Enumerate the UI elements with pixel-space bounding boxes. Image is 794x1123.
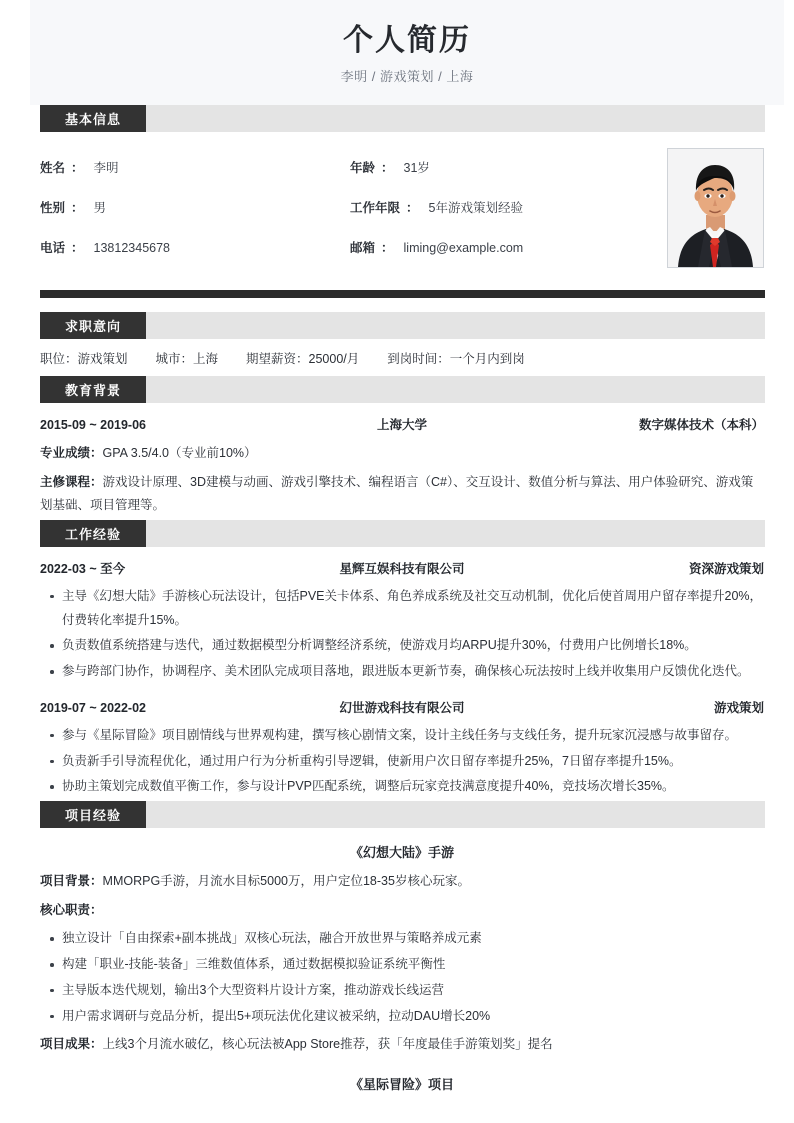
project-duties-label: 核心职责	[40, 903, 91, 918]
field-experience-years-label: 工作年限	[350, 200, 401, 215]
intent-salary: 期望薪资：25000/月	[246, 351, 360, 366]
work-company-1: 星辉互娱科技有限公司	[339, 561, 465, 576]
resume-header	[30, 0, 784, 105]
education-courses-value: 游戏设计原理、3D建模与动画、游戏引擎技术、编程语言（C#）、交互设计、数值分析与算法、用户体验研究、游戏策划基础、项目管理等。	[40, 474, 754, 512]
field-name-value: 李明	[93, 160, 119, 175]
work-date-1: 2022-03 ~ 至今	[40, 561, 126, 576]
intent-availability: 到岗时间：一个月内到岗	[387, 351, 525, 366]
section-header-basic	[40, 105, 765, 132]
field-age-sep: ：	[381, 160, 394, 175]
list-item: 负责新手引导流程优化，通过用户行为分析重构引导逻辑，使新用户次日留存率提升25%，7日留存率提升15%。	[40, 750, 764, 774]
education-gpa-label: 专业成绩	[40, 445, 91, 460]
education-school: 上海大学	[376, 417, 427, 432]
page-title: 个人简历	[343, 24, 471, 57]
section-tag-intent: 求职意向	[40, 312, 146, 339]
section-header-education	[40, 376, 765, 403]
work-date-2: 2019-07 ~ 2022-02	[40, 700, 146, 715]
field-email-value: liming@example.com	[403, 240, 524, 255]
list-item: 独立设计「自由探索+副本挑战」双核心玩法，融合开放世界与策略养成元素	[40, 927, 764, 951]
section-tag-work: 工作经验	[40, 520, 146, 547]
field-experience-years	[350, 198, 649, 216]
section-header-intent	[40, 312, 765, 339]
work-company-2: 幻世游戏科技有限公司	[339, 700, 465, 715]
education-gpa-line	[10, 439, 794, 468]
portrait-photo-icon	[668, 149, 763, 267]
field-name-label: 姓名	[40, 160, 66, 175]
list-item: 主导版本迭代规划，输出3个大型资料片设计方案，推动游戏长线运营	[40, 979, 764, 1003]
education-gpa-value: GPA 3.5/4.0（专业前10%）	[102, 445, 257, 460]
list-item: 主导《幻想大陆》手游核心玩法设计，包括PVE关卡体系、角色养成系统及社交互动机制，优化后使首周用户留存率提升20%，付费转化率提升15%。	[40, 585, 764, 633]
project-bullets-1	[10, 927, 794, 1028]
field-age-value: 31岁	[403, 160, 430, 175]
project-duties-sep: ：	[90, 903, 103, 918]
project-background-label: 项目背景	[40, 874, 91, 889]
project-result-value: 上线3个月流水破亿，核心玩法被App Store推荐，获「年度最佳手游策划奖」提名	[102, 1037, 553, 1052]
field-age-label: 年龄	[350, 160, 376, 175]
field-gender	[40, 198, 350, 216]
education-major: 数字媒体技术（本科）	[638, 417, 764, 432]
field-gender-value: 男	[93, 200, 107, 215]
page-subtitle: 李明 / 游戏策划 / 上海	[340, 68, 474, 84]
avatar	[667, 148, 764, 268]
section-header-project	[40, 801, 765, 828]
field-experience-years-sep: ：	[406, 200, 419, 215]
work-entry-head-2	[10, 686, 794, 722]
education-entry-head	[10, 403, 794, 439]
field-phone-value: 13812345678	[93, 240, 171, 255]
field-name-sep: ：	[71, 160, 84, 175]
field-age	[350, 158, 649, 176]
section-tag-project: 项目经验	[40, 801, 146, 828]
field-name	[40, 158, 350, 176]
list-item: 协助主策划完成数值平衡工作，参与设计PVP匹配系统，调整后玩家竞技满意度提升40%，竞技场次增长35%。	[40, 775, 764, 799]
education-date: 2015-09 ~ 2019-06	[40, 417, 146, 432]
basic-info-block	[10, 132, 794, 278]
field-email-sep: ：	[381, 240, 394, 255]
project-result-label: 项目成果	[40, 1037, 91, 1052]
work-bullets-2	[10, 724, 794, 799]
section-header-work	[40, 520, 765, 547]
list-item: 构建「职业-技能-装备」三维数值体系，通过数据模拟验证系统平衡性	[40, 953, 764, 977]
work-bullets-1	[10, 585, 794, 684]
project-background-sep: ：	[90, 874, 103, 889]
work-role-1: 资深游戏策划	[688, 561, 764, 576]
field-experience-years-value: 5年游戏策划经验	[428, 200, 523, 215]
work-role-2: 游戏策划	[713, 700, 764, 715]
project-result-line	[10, 1030, 794, 1059]
basic-info-grid	[40, 148, 649, 256]
field-phone-sep: ：	[71, 240, 84, 255]
field-phone	[40, 238, 350, 256]
intent-position: 职位：游戏策划	[40, 351, 128, 366]
project-title-1: 《幻想大陆》手游	[349, 845, 454, 861]
section-tag-basic: 基本信息	[40, 105, 146, 132]
job-intent-line	[10, 339, 794, 376]
list-item: 参与《星际冒险》项目剧情线与世界观构建，撰写核心剧情文案，设计主线任务与支线任务，提升玩家沉浸感与故事留存。	[40, 724, 764, 748]
project-background-value: MMORPG手游，月流水目标5000万，用户定位18-35岁核心玩家。	[102, 874, 470, 889]
list-item: 用户需求调研与竞品分析，提出5+项玩法优化建议被采纳，拉动DAU增长20%	[40, 1005, 764, 1029]
project-background-line	[10, 867, 794, 896]
project-duties-line	[10, 896, 794, 925]
field-phone-label: 电话	[40, 240, 66, 255]
field-gender-sep: ：	[71, 200, 84, 215]
project-title-2: 《星际冒险》项目	[349, 1076, 454, 1092]
list-item: 负责数值系统搭建与迭代，通过数据模型分析调整经济系统，使游戏月均ARPU提升30%，付费用户比例增长18%。	[40, 634, 764, 658]
education-courses-sep: ：	[90, 474, 103, 489]
field-email	[350, 238, 649, 256]
list-item: 参与跨部门协作，协调程序、美术团队完成项目落地，跟进版本更新节奏，确保核心玩法按时上线并收集用户反馈优化迭代。	[40, 660, 764, 684]
education-courses-line	[10, 468, 794, 520]
project-result-sep: ：	[90, 1037, 103, 1052]
work-entry-head-1	[10, 547, 794, 583]
intent-city: 城市：上海	[155, 351, 219, 366]
education-courses-label: 主修课程	[40, 474, 91, 489]
section-tag-education: 教育背景	[40, 376, 146, 403]
field-gender-label: 性别	[40, 200, 66, 215]
field-email-label: 邮箱	[350, 240, 376, 255]
section-divider	[40, 290, 765, 298]
education-gpa-sep: ：	[90, 445, 103, 460]
